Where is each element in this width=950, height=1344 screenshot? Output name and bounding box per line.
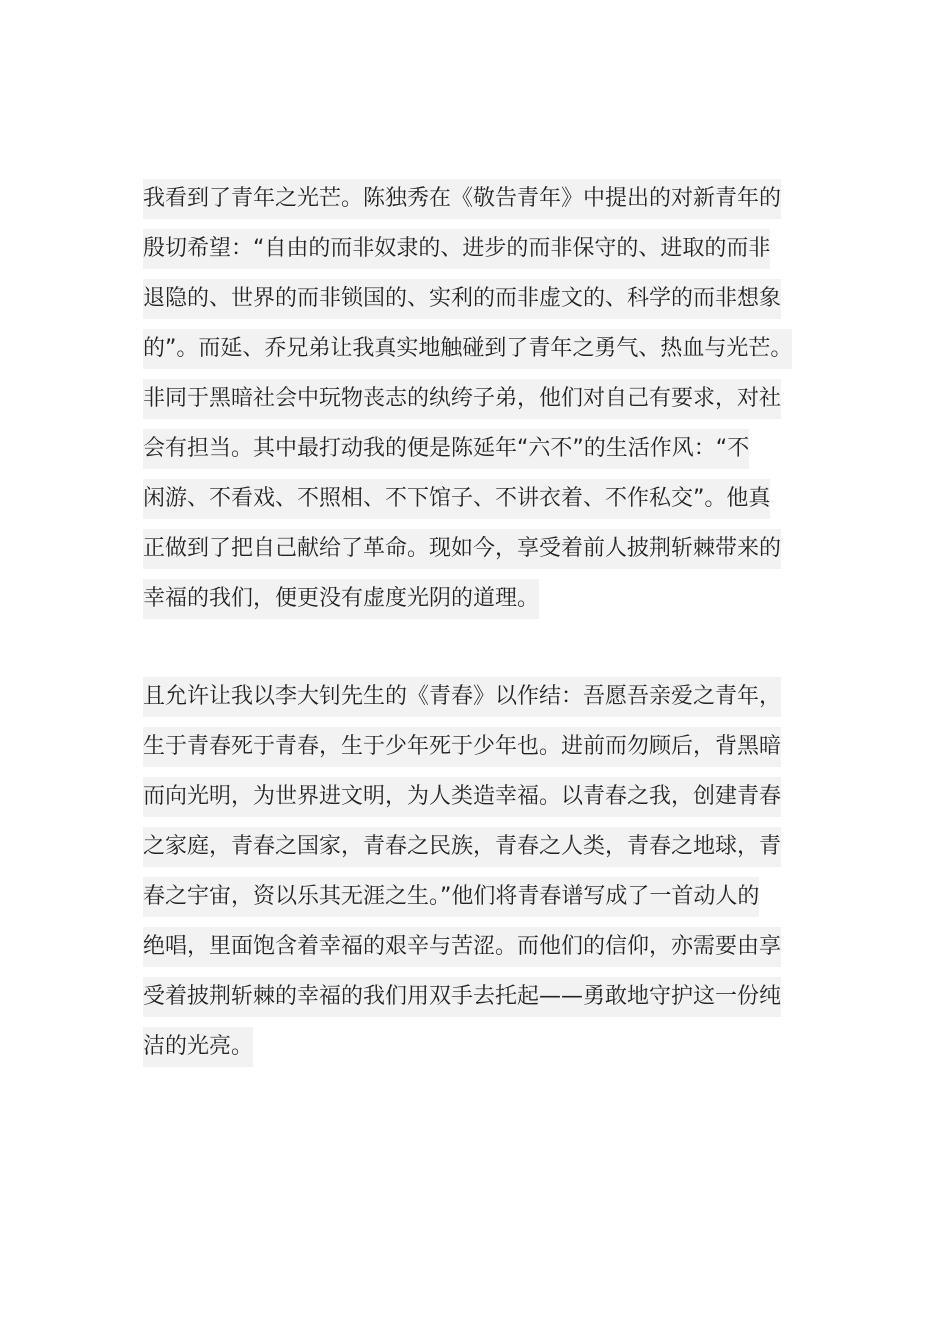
text-line — [143, 325, 843, 375]
paragraph-2 — [143, 673, 843, 1073]
text-line-content: 非同于黑暗社会中玩物丧志的纨绔子弟，他们对自己有要求，对社 — [143, 379, 781, 419]
text-line-content: 正做到了把自己献给了革命。现如今，享受着前人披荆斩棘带来的 — [143, 529, 781, 569]
text-line-content: 春之宇宙，资以乐其无涯之生。”他们将青春谱写成了一首动人的 — [143, 877, 759, 917]
text-line — [143, 425, 843, 475]
text-line-content: 会有担当。其中最打动我的便是陈延年“六不”的生活作风：“不 — [143, 429, 749, 469]
text-line-content: 绝唱，里面饱含着幸福的艰辛与苦涩。而他们的信仰，亦需要由享 — [143, 927, 781, 967]
text-line-content: 而向光明，为世界进文明，为人类造幸福。以青春之我，创建青春 — [143, 777, 781, 817]
text-line-content: 殷切希望：“自由的而非奴隶的、进步的而非保守的、进取的而非 — [143, 229, 770, 269]
text-line — [143, 1023, 843, 1073]
text-line — [143, 575, 843, 625]
text-line-content: 之家庭，青春之国家，青春之民族，青春之人类，青春之地球，青 — [143, 827, 781, 867]
text-line-content: 生于青春死于青春，生于少年死于少年也。进前而勿顾后，背黑暗 — [143, 727, 781, 767]
text-line-content: 且允许让我以李大钊先生的《青春》以作结：吾愿吾亲爱之青年， — [143, 677, 781, 717]
text-line — [143, 275, 843, 325]
text-line — [143, 823, 843, 873]
text-line-content: 闲游、不看戏、不照相、不下馆子、不讲衣着、不作私交”。他真 — [143, 479, 770, 519]
text-line — [143, 673, 843, 723]
text-line — [143, 923, 843, 973]
text-line-content: 的”。而延、乔兄弟让我真实地触碰到了青年之勇气、热血与光芒。 — [143, 329, 792, 369]
text-line — [143, 873, 843, 923]
text-line-content: 我看到了青年之光芒。陈独秀在《敬告青年》中提出的对新青年的 — [143, 179, 781, 219]
text-line — [143, 225, 843, 275]
paragraph-1 — [143, 175, 843, 625]
text-line-content: 洁的光亮。 — [143, 1027, 253, 1067]
text-line — [143, 525, 843, 575]
text-line-content: 幸福的我们，便更没有虚度光阴的道理。 — [143, 579, 539, 619]
text-line — [143, 723, 843, 773]
text-line — [143, 475, 843, 525]
text-line-content: 退隐的、世界的而非锁国的、实利的而非虚文的、科学的而非想象 — [143, 279, 781, 319]
text-line-content: 受着披荆斩棘的幸福的我们用双手去托起——勇敢地守护这一份纯 — [143, 977, 781, 1017]
text-line — [143, 973, 843, 1023]
text-line — [143, 175, 843, 225]
text-line — [143, 375, 843, 425]
text-line — [143, 773, 843, 823]
